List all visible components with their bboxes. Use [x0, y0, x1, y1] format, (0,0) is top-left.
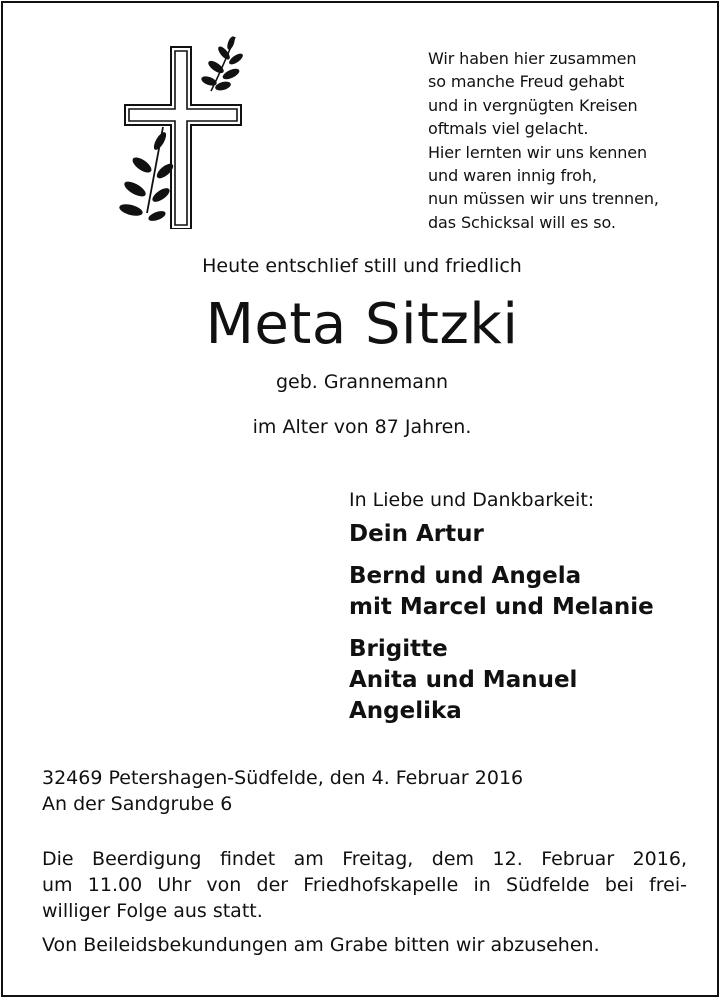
funeral-line: Die Beerdigung findet am Freitag, dem 12. Februar 2016,	[42, 848, 687, 870]
mourner-name: Brigitte	[349, 636, 448, 662]
mourner-name: Dein Artur	[349, 521, 484, 547]
mourner-group	[349, 634, 654, 727]
mourner-name: Bernd und Angela	[349, 563, 582, 589]
mourner-name: Angelika	[349, 698, 462, 724]
poem-line: so manche Freud gehabt	[428, 72, 625, 92]
address-block	[42, 765, 687, 817]
age-line: im Alter von 87 Jahren.	[252, 416, 472, 438]
obituary-notice	[1, 1, 719, 997]
poem-line: nun müssen wir uns trennen,	[428, 189, 659, 209]
mourner-group	[349, 561, 654, 623]
mourner-name: Anita und Manuel	[349, 667, 578, 693]
funeral-notice	[42, 846, 687, 924]
mourner-name: mit Marcel und Melanie	[349, 594, 654, 620]
cross-with-laurel-branches-icon	[113, 29, 253, 229]
funeral-line: um 11.00 Uhr von der Friedhofskapelle in Südfelde bei frei-	[42, 874, 687, 896]
place-date-line: 32469 Petershagen-Südfelde, den 4. Februar 2016	[42, 767, 524, 789]
poem-line: oftmals viel gelacht.	[428, 119, 589, 139]
street-line: An der Sandgrube 6	[42, 793, 233, 815]
condolence-note: Von Beileidsbekundungen am Grabe bitten wir abzusehen.	[42, 934, 600, 956]
poem-line: und waren innig froh,	[428, 166, 597, 186]
poem-line: und in vergnügten Kreisen	[428, 95, 638, 115]
poem-line: das Schicksal will es so.	[428, 212, 616, 232]
mourners-lead: In Liebe und Dankbarkeit:	[349, 489, 595, 511]
intro-line: Heute entschlief still und friedlich	[202, 255, 522, 277]
maiden-name: geb. Grannemann	[275, 371, 449, 393]
mourners-block	[349, 487, 654, 738]
poem-line: Hier lernten wir uns kennen	[428, 142, 648, 162]
mourner-group	[349, 519, 654, 550]
poem-verse	[428, 47, 659, 234]
funeral-line: williger Folge aus statt.	[42, 900, 263, 922]
poem-line: Wir haben hier zusammen	[428, 49, 637, 68]
deceased-name: Meta Sitzki	[205, 292, 519, 357]
